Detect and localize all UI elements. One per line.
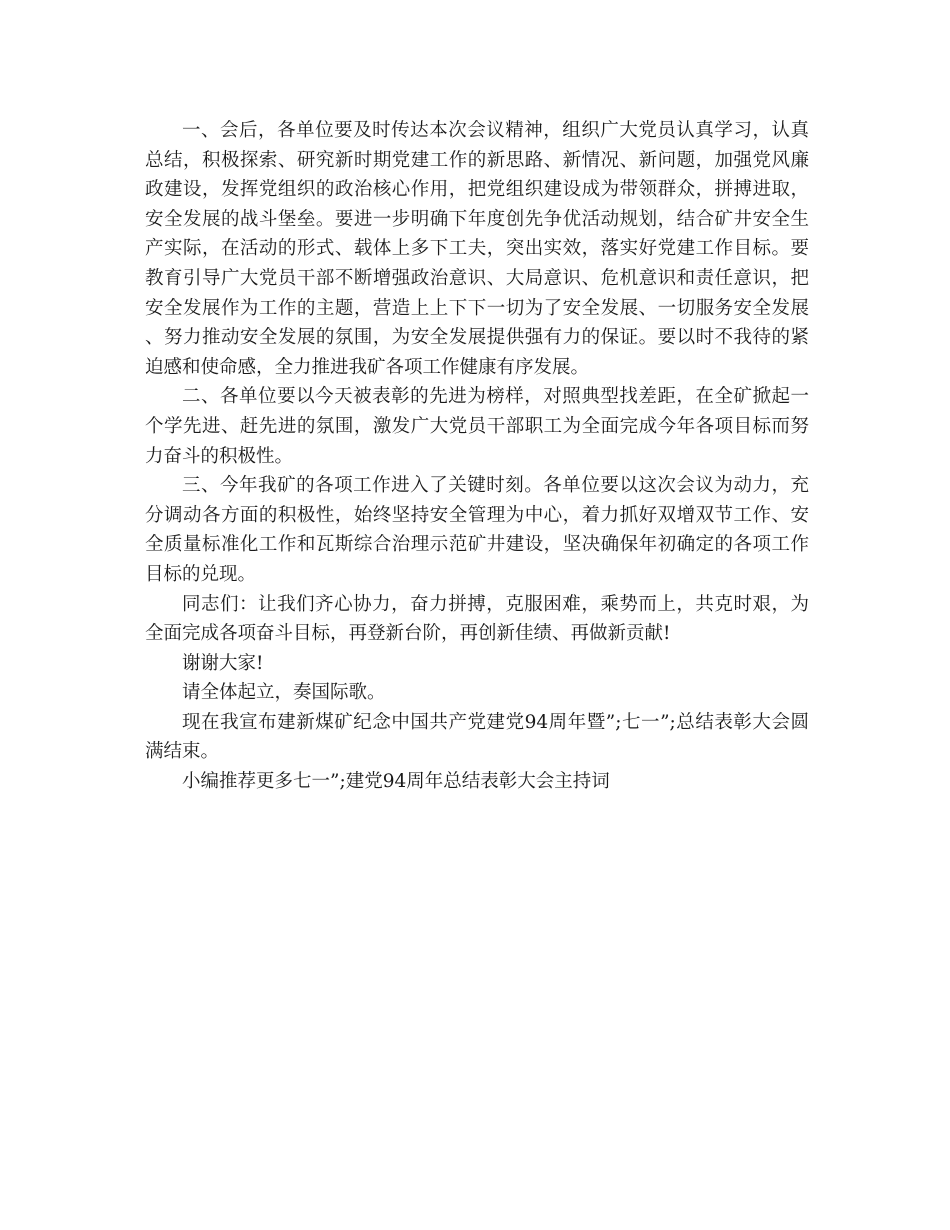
paragraph-6: 请全体起立，奏国际歌。 (182, 682, 386, 704)
paragraph-7: 现在我宣布建新煤矿纪念中国共产党建党94周年暨”;七一”;总结表彰大会圆满结束。 (145, 711, 809, 763)
paragraph-3: 三、今年我矿的各项工作进入了关键时刻。各单位要以这次会议为动力，充分调动各方面的积极性，始终坚持安全管理为中心，着力抓好双增双节工作、安全质量标准化工作和瓦斯综合治理示范矿井建设，坚决确保年初确定的各项工作目标的兑现。 (145, 475, 809, 585)
paragraph-8: 小编推荐更多七一”;建党94周年总结表彰大会主持词 (182, 771, 610, 793)
paragraph-1: 一、会后，各单位要及时传达本次会议精神，组织广大党员认真学习，认真总结，积极探索、研究新时期党建工作的新思路、新情况、新问题，加强党风廉政建设，发挥党组织的政治核心作用，把党组织建设成为带领群众，拼搏进取，安全发展的战斗堡垒。要进一步明确下年度创先争优活动规划，结合矿井安全生产实际，在活动的形式、载体上多下工夫，突出实效，落实好党建工作目标。要教育引导广大党员干部不断增强政治意识、大局意识、危机意识和责任意识，把安全发展作为工作的主题，营造上上下下一切为了安全发展、一切服务安全发展、努力推动安全发展的氛围，为安全发展提供强有力的保证。要以时不我待的紧迫感和使命感，全力推进我矿各项工作健康有序发展。 (145, 120, 809, 378)
paragraph-5: 谢谢大家! (182, 652, 264, 674)
document-body (145, 116, 809, 797)
paragraph-4: 同志们：让我们齐心协力，奋力拼搏，克服困难，乘势而上，共克时艰，为全面完成各项奋斗目标，再登新台阶，再创新佳绩、再做新贡献! (145, 593, 809, 645)
paragraph-2: 二、各单位要以今天被表彰的先进为榜样，对照典型找差距，在全矿掀起一个学先进、赶先进的氛围，激发广大党员干部职工为全面完成今年各项目标而努力奋斗的积极性。 (145, 386, 809, 467)
